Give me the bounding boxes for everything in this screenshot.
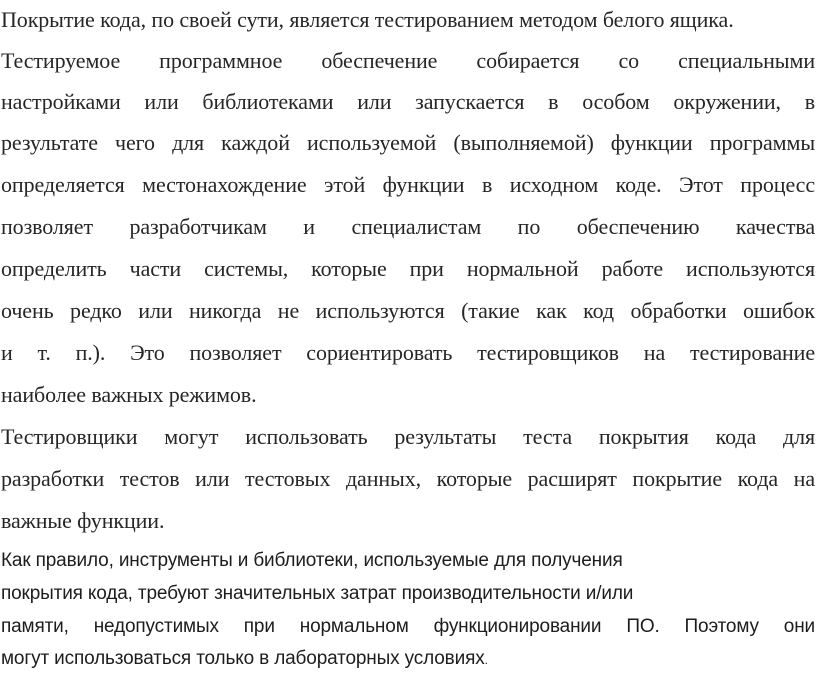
paragraph-line: настройками или библиотеками или запускается в особом окружении, в: [1, 89, 815, 114]
paragraph-line: Тестируемое программное обеспечение собирается со специальными: [1, 48, 815, 73]
paragraph-line: Как правило, инструменты и библиотеки, используемые для получения: [1, 550, 623, 571]
paragraph-line: Тестировщики могут использовать результаты теста покрытия кода для: [1, 424, 815, 449]
paragraph-line: разработки тестов или тестовых данных, которые расширят покрытие кода на: [1, 466, 815, 491]
paragraph-line: определяется местонахождение этой функции в исходном коде. Этот процесс: [1, 172, 815, 197]
paragraph-line: позволяет разработчикам и специалистам по обеспечению качества: [1, 214, 815, 239]
paragraph-line: покрытия кода, требуют значительных затрат производительности и/или: [1, 583, 634, 604]
paragraph-line-text: могут использоваться только в лабораторных условиях: [1, 648, 485, 669]
paragraph-last-line: [1, 648, 815, 671]
paragraph-line: результате чего для каждой используемой (выполняемой) функции программы: [1, 130, 815, 155]
paragraph-line: Покрытие кода, по своей сути, является тестированием методом белого ящика.: [1, 7, 734, 32]
paragraph-line: очень редко или никогда не используются (такие как код обработки ошибок: [1, 298, 815, 323]
paragraph-line: памяти, недопустимых при нормальном функционировании ПО. Поэтому они: [1, 616, 815, 637]
paragraph-line: важные функции.: [1, 508, 165, 533]
paragraph-line: наиболее важных режимов.: [1, 382, 257, 407]
paragraph-line: определить части системы, которые при нормальной работе используются: [1, 256, 815, 281]
paragraph-period: .: [484, 653, 488, 667]
paragraph-line: и т. п.). Это позволяет сориентировать тестировщиков на тестирование: [1, 340, 815, 365]
